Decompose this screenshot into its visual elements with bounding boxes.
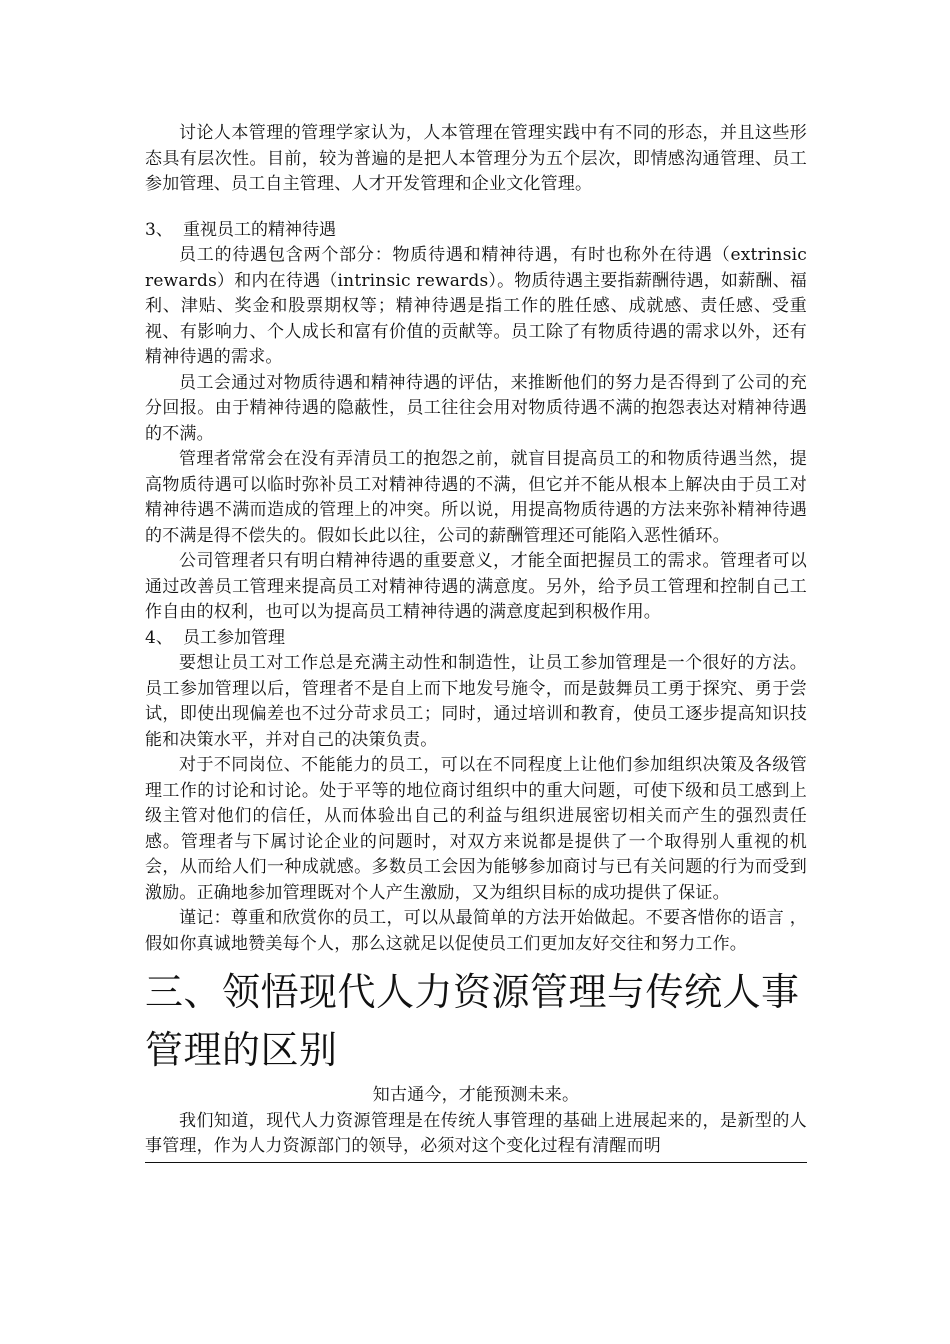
body-paragraph: 谨记：尊重和欣赏你的员工，可以从最简单的方法开始做起。不要吝惜你的语言 ，假如你真诚地赞美每个人，那么这就足以促使员工们更加友好交往和努力工作。	[145, 908, 807, 954]
body-paragraph: 员工的待遇包含两个部分：物质待遇和精神待遇，有时也称外在待遇（extrinsic rewards）和内在待遇（intrinsic rewards）。物质待遇主要指薪酬待遇，如薪酬、福利、津贴、奖金和股票期权等；精神待遇是指工作的胜任感、成就感、责任感、受重视、有影响力、个人成长和富有价值的贡献等。员工除了有物质待遇的需求以外，还有精神待遇的需求。	[145, 245, 807, 367]
section-number: 3、	[145, 219, 173, 240]
epigraph-quote: 知古通今，才能预测未来。	[372, 1085, 580, 1105]
section-title: 员工参加管理	[183, 627, 285, 648]
section-title: 重视员工的精神待遇	[183, 219, 336, 240]
paragraph-gap	[145, 198, 807, 218]
body-paragraph: 要想让员工对工作总是充满主动性和制造性，让员工参加管理是一个很好的方法。员工参加管理以后，管理者不是自上而下地发号施令，而是鼓舞员工勇于探究、勇于尝试，即使出现偏差也不过分苛求员工；同时，通过培训和教育，使员工逐步提高知识技能和决策水平，并对自己的决策负责。	[145, 653, 807, 750]
section-heading-4	[145, 626, 807, 652]
body-paragraph: 管理者常常会在没有弄清员工的抱怨之前，就盲目提高员工的和物质待遇当然，提高物质待遇可以临时弥补员工对精神待遇的不满，但它并不能从根本上解决由于员工对精神待遇不满而造成的管理上的冲突。所以说，用提高物质待遇的方法来弥补精神待遇的不满是得不偿失的。假如长此以往，公司的薪酬管理还可能陷入恶性循环。	[145, 449, 807, 546]
body-paragraph: 公司管理者只有明白精神待遇的重要意义，才能全面把握员工的需求。管理者可以通过改善员工管理来提高员工对精神待遇的满意度。另外，给予员工管理和控制自己工作自由的权利，也可以为提高员工精神待遇的满意度起到积极作用。	[145, 551, 807, 622]
body-paragraph: 对于不同岗位、不能能力的员工，可以在不同程度上让他们参加组织决策及各级管理工作的讨论和讨论。处于平等的地位商讨组织中的重大问题，可使下级和员工感到上级主管对他们的信任，从而体验出自己的利益与组织进展密切相关而产生的强烈责任感。管理者与下属讨论企业的问题时，对双方来说都是提供了一个取得别人重视的机会，从而给人们一种成就感。多数员工会因为能够参加商讨与已有关问题的行为而受到激励。正确地参加管理既对个人产生激励，又为组织目标的成功提供了保证。	[145, 755, 807, 903]
document-page	[145, 121, 807, 1163]
chapter-heading: 三、领悟现代人力资源管理与传统人事管理的区别	[145, 970, 800, 1072]
body-paragraph: 我们知道，现代人力资源管理是在传统人事管理的基础上进展起来的，是新型的人事管理，作为人力资源部门的领导，必须对这个变化过程有清醒而明	[145, 1109, 807, 1163]
section-number: 4、	[145, 627, 173, 648]
section-heading-3	[145, 218, 807, 244]
body-paragraph: 员工会通过对物质待遇和精神待遇的评估，来推断他们的努力是否得到了公司的充分回报。由于精神待遇的隐蔽性，员工往往会用对物质待遇不满的抱怨表达对精神待遇的不满。	[145, 372, 807, 444]
intro-paragraph: 讨论人本管理的管理学家认为，人本管理在管理实践中有不同的形态，并且这些形态具有层次性。目前，较为普遍的是把人本管理分为五个层次，即情感沟通管理、员工参加管理、员工自主管理、人才开发管理和企业文化管理。	[145, 123, 807, 194]
